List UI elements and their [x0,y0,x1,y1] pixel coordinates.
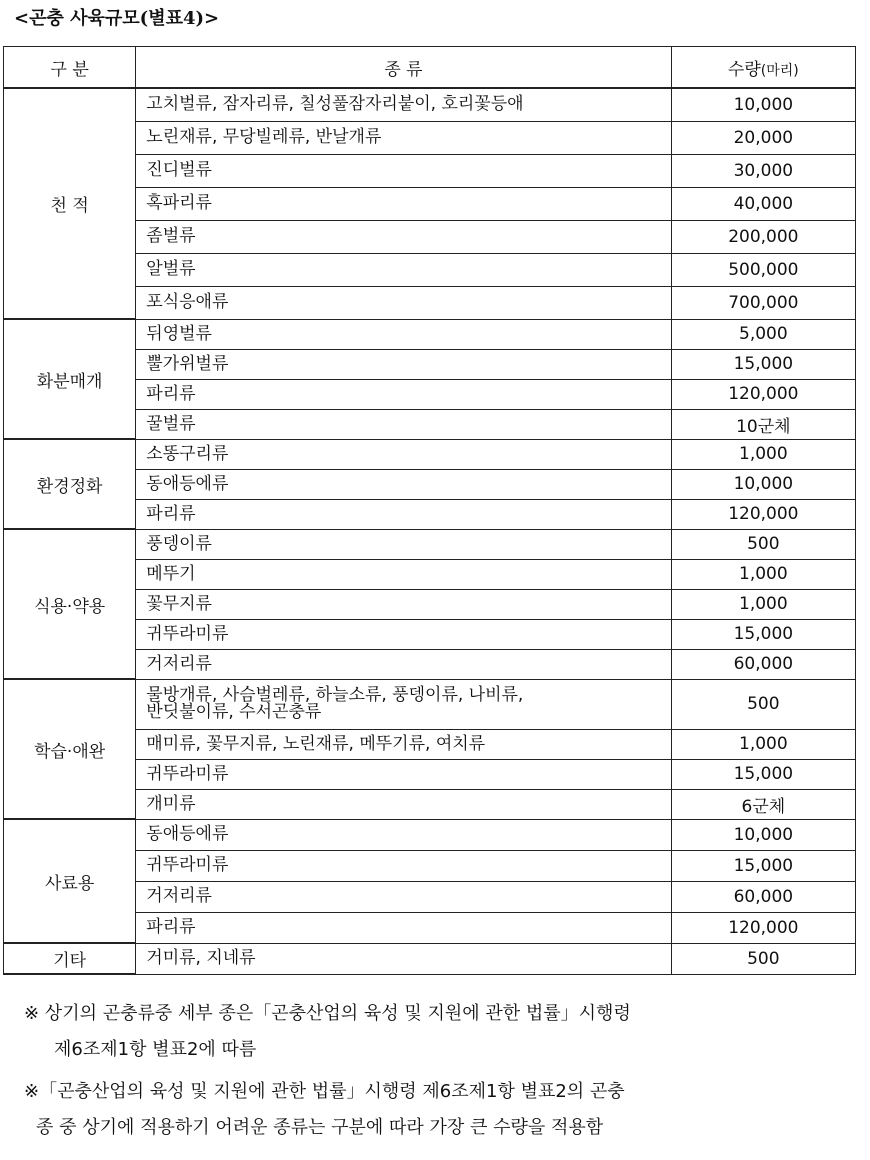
species-cell: 거저리류 [136,881,671,912]
species-cell: 귀뚜라미류 [136,850,671,881]
quantity-cell: 60,000 [671,649,855,679]
species-cell: 꿀벌류 [136,409,671,439]
species-cell: 좀벌류 [136,220,671,253]
category-cell: 식용·약용 [4,529,136,679]
category-cell: 화분매개 [4,319,136,439]
quantity-cell: 10,000 [671,88,855,121]
quantity-cell: 10군체 [671,409,855,439]
quantity-cell: 120,000 [671,379,855,409]
species-cell: 개미류 [136,789,671,819]
quantity-cell: 1,000 [671,729,855,759]
species-cell: 파리류 [136,912,671,943]
species-cell: 소똥구리류 [136,439,671,469]
quantity-cell: 120,000 [671,912,855,943]
species-cell: 포식응애류 [136,286,671,319]
quantity-cell: 200,000 [671,220,855,253]
page-title: <곤충 사육규모(별표4)> [14,8,220,29]
quantity-cell: 15,000 [671,850,855,881]
header-row [4,47,856,89]
note-2-line-1: ※「곤충산업의 육성 및 지원에 관한 법률」시행령 제6조제1항 별표2의 곤충 [24,1081,625,1102]
quantity-cell: 40,000 [671,187,855,220]
category-cell: 천 적 [4,88,136,319]
table-body [4,88,856,974]
quantity-cell: 10,000 [671,469,855,499]
quantity-cell: 15,000 [671,619,855,649]
table-row [4,679,856,729]
quantity-cell: 1,000 [671,559,855,589]
quantity-cell: 15,000 [671,349,855,379]
quantity-cell: 500 [671,529,855,559]
quantity-cell: 500,000 [671,253,855,286]
species-cell: 귀뚜라미류 [136,759,671,789]
quantity-cell: 20,000 [671,121,855,154]
quantity-cell: 6군체 [671,789,855,819]
species-cell: 알벌류 [136,253,671,286]
notes [24,996,858,1146]
table-row [4,819,856,850]
table-row [4,529,856,559]
header-quantity [671,47,855,89]
species-cell: 진디벌류 [136,154,671,187]
header-category: 구 분 [4,47,136,89]
quantity-cell: 120,000 [671,499,855,529]
species-cell: 파리류 [136,379,671,409]
quantity-cell: 60,000 [671,881,855,912]
category-cell: 기타 [4,943,136,974]
note-2-line-2: 종 중 상기에 적용하기 어려운 종류는 구분에 따라 가장 큰 수량을 적용함 [36,1117,604,1138]
species-cell [136,679,671,729]
note-1 [24,996,858,1068]
species-line-1: 물방개류, 사슴벌레류, 하늘소류, 풍뎅이류, 나비류, [146,685,524,705]
species-cell: 메뚜기 [136,559,671,589]
header-quantity-unit: (마리) [760,62,799,79]
species-cell: 뿔가위벌류 [136,349,671,379]
table-row [4,943,856,974]
species-cell: 풍뎅이류 [136,529,671,559]
quantity-cell: 15,000 [671,759,855,789]
quantity-cell: 30,000 [671,154,855,187]
species-cell: 꽃무지류 [136,589,671,619]
table-row [4,439,856,469]
species-cell: 동애등에류 [136,819,671,850]
quantity-cell: 500 [671,943,855,974]
species-cell: 노린재류, 무당빌레류, 반날개류 [136,121,671,154]
species-cell: 혹파리류 [136,187,671,220]
species-cell: 동애등에류 [136,469,671,499]
table-row [4,88,856,121]
quantity-cell: 1,000 [671,589,855,619]
quantity-cell: 500 [671,679,855,729]
species-cell: 매미류, 꽃무지류, 노린재류, 메뚜기류, 여치류 [136,729,671,759]
species-cell: 귀뚜라미류 [136,619,671,649]
category-cell: 사료용 [4,819,136,943]
category-cell: 환경정화 [4,439,136,529]
species-cell: 거미류, 지네류 [136,943,671,974]
species-cell: 거저리류 [136,649,671,679]
quantity-cell: 1,000 [671,439,855,469]
note-1-line-2: 제6조제1항 별표2에 따름 [54,1039,257,1060]
species-cell: 뒤영벌류 [136,319,671,349]
quantity-cell: 10,000 [671,819,855,850]
table-row [4,319,856,349]
quantity-cell: 700,000 [671,286,855,319]
quantity-cell: 5,000 [671,319,855,349]
category-cell: 학습·애완 [4,679,136,819]
header-quantity-label: 수량 [727,59,761,80]
species-cell: 파리류 [136,499,671,529]
note-1-line-1: ※ 상기의 곤충류중 세부 종은「곤충산업의 육성 및 지원에 관한 법률」시행령 [24,1003,631,1024]
rearing-scale-table [3,46,856,975]
species-cell: 고치벌류, 잠자리류, 칠성풀잠자리붙이, 호리꽃등애 [136,88,671,121]
note-2 [24,1074,858,1146]
header-species: 종 류 [136,47,671,89]
species-line-2: 반딧불이류, 수서곤충류 [146,702,322,722]
